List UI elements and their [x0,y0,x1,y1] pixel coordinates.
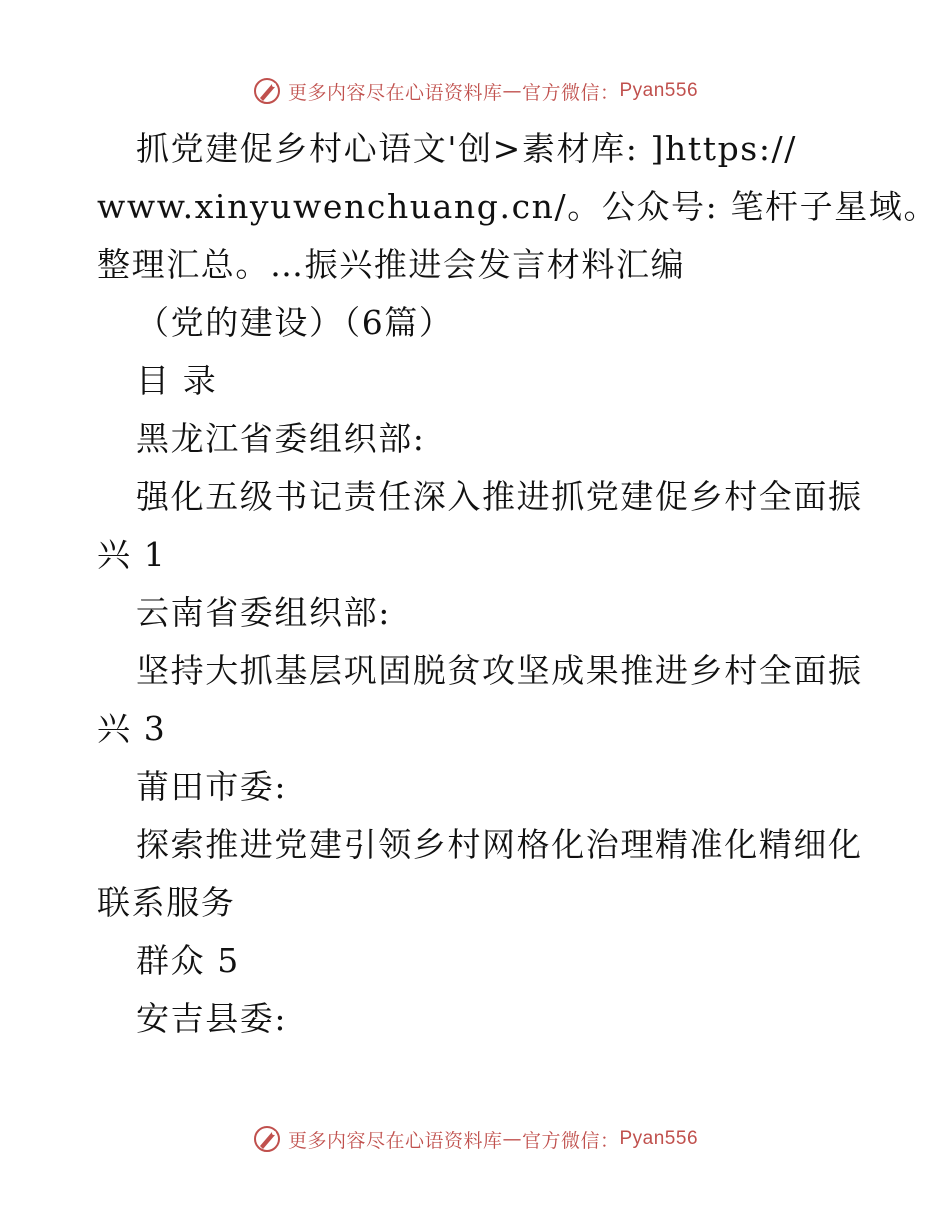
intro-line-2: www.xinyuwenchuang.cn/。公众号: 笔杆子星域。 [97,187,939,226]
watermark-separator: — [502,80,522,102]
toc-author: 莆田市委: [136,767,288,806]
toc-entry-title-cont: 兴 1 [97,535,167,574]
header-watermark [0,76,950,106]
toc-author: 安吉县委: [136,999,288,1038]
toc-entry-title-cont: 兴 3 [97,709,167,748]
document-title: 整理汇总。…振兴推进会发言材料汇编 [97,245,686,284]
watermark-suffix: 官方微信： [521,81,620,104]
pen-logo-icon [252,76,282,106]
toc-entry-title: 探索推进党建引领乡村网格化治理精准化精细化 [136,825,863,864]
document-subtitle: （党的建设）（6篇） [136,303,454,342]
watermark-id: Pyan556 [619,1128,699,1149]
watermark-text: 更多内容尽在心语资料库 [287,81,503,104]
watermark-id: Pyan556 [619,80,699,101]
footer-watermark [0,1124,950,1154]
intro-line-1: 抓党建促乡村心语文'创>素材库: ]https:// [136,129,797,168]
toc-entry-title: 强化五级书记责任深入推进抓党建促乡村全面振 [136,477,863,516]
watermark-separator: — [502,1128,522,1150]
toc-heading: 目 录 [136,361,218,400]
toc-entry-title-cont: 群众 5 [136,941,240,980]
watermark-suffix: 官方微信： [521,1129,620,1152]
toc-author: 黑龙江省委组织部: [136,419,426,458]
toc-entry-title: 坚持大抓基层巩固脱贫攻坚成果推进乡村全面振 [136,651,863,690]
watermark-text: 更多内容尽在心语资料库 [287,1129,503,1152]
toc-entry-title-cont: 联系服务 [97,883,236,922]
toc-author: 云南省委组织部: [136,593,391,632]
pen-logo-icon [252,1124,282,1154]
